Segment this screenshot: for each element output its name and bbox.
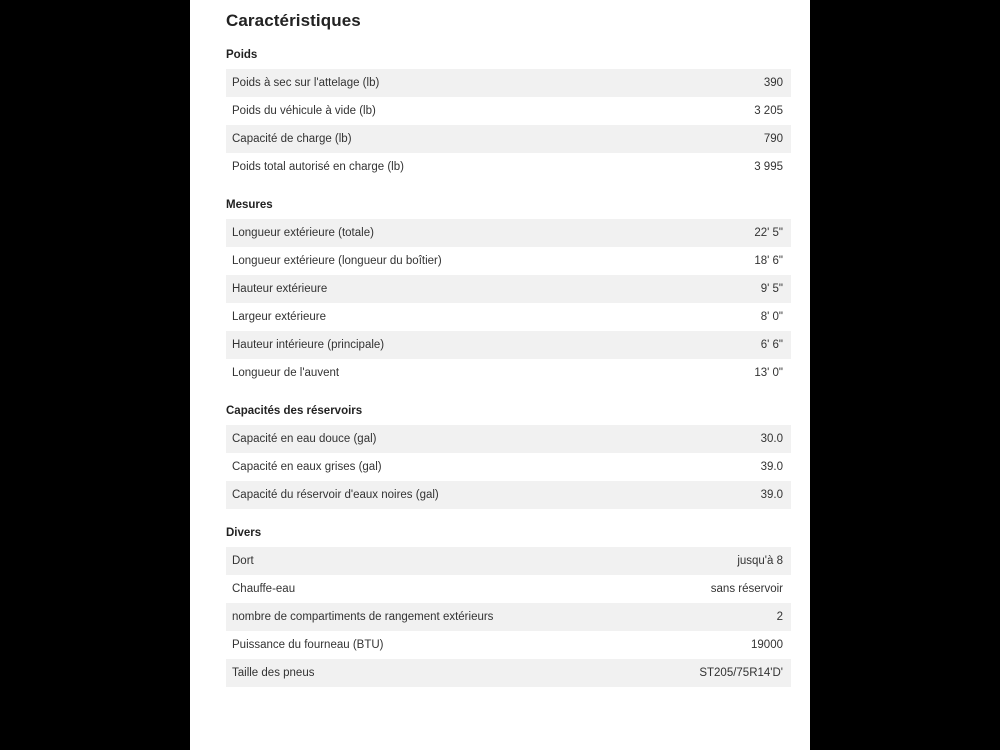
table-row <box>226 631 791 659</box>
spec-table <box>226 219 791 387</box>
spec-value: 13' 0" <box>754 367 783 379</box>
document-page <box>190 0 810 750</box>
spec-value: 3 205 <box>754 105 783 117</box>
spec-label: Capacité de charge (lb) <box>232 133 352 145</box>
table-row <box>226 275 791 303</box>
spec-value: 19000 <box>751 639 783 651</box>
spec-label: nombre de compartiments de rangement extérieurs <box>232 611 494 623</box>
spec-group-title: Mesures <box>226 199 273 211</box>
spec-value: 9' 5" <box>760 283 783 295</box>
spec-label: Largeur extérieure <box>232 311 326 323</box>
spec-label: Longueur extérieure (totale) <box>232 227 374 239</box>
spec-value: 8' 0" <box>760 311 783 323</box>
table-row <box>226 547 791 575</box>
spec-group <box>226 527 794 687</box>
spec-value: 3 995 <box>754 161 783 173</box>
spec-value: sans réservoir <box>710 583 783 595</box>
spec-label: Dort <box>232 555 254 567</box>
table-row <box>226 153 791 181</box>
spec-table <box>226 69 791 181</box>
table-row <box>226 69 791 97</box>
spec-label: Poids du véhicule à vide (lb) <box>232 105 376 117</box>
spec-group-title: Poids <box>226 49 258 61</box>
spec-label: Capacité du réservoir d'eaux noires (gal) <box>232 489 439 501</box>
spec-value: 2 <box>776 611 783 623</box>
spec-label: Poids total autorisé en charge (lb) <box>232 161 404 173</box>
spec-value: jusqu'à 8 <box>737 555 783 567</box>
page-title: Caractéristiques <box>226 11 361 30</box>
table-row <box>226 481 791 509</box>
spec-label: Puissance du fourneau (BTU) <box>232 639 384 651</box>
table-row <box>226 247 791 275</box>
spec-value: 39.0 <box>760 461 783 473</box>
spec-label: Hauteur extérieure <box>232 283 328 295</box>
table-row <box>226 659 791 687</box>
spec-value: ST205/75R14'D' <box>699 667 783 679</box>
spec-label: Longueur de l'auvent <box>232 367 340 379</box>
spec-value: 6' 6" <box>760 339 783 351</box>
spec-label: Taille des pneus <box>232 667 315 679</box>
spec-value: 30.0 <box>760 433 783 445</box>
spec-label: Capacité en eau douce (gal) <box>232 433 377 445</box>
spec-label: Longueur extérieure (longueur du boîtier) <box>232 255 442 267</box>
spec-group-title: Capacités des réservoirs <box>226 405 363 417</box>
spec-label: Capacité en eaux grises (gal) <box>232 461 382 473</box>
spec-value: 39.0 <box>760 489 783 501</box>
spec-value: 790 <box>763 133 783 145</box>
table-row <box>226 453 791 481</box>
table-row <box>226 97 791 125</box>
spec-group <box>226 199 794 387</box>
spec-group-title: Divers <box>226 527 262 539</box>
spec-label: Chauffe-eau <box>232 583 296 595</box>
spec-value: 22' 5" <box>754 227 783 239</box>
spec-label: Poids à sec sur l'attelage (lb) <box>232 77 380 89</box>
table-row <box>226 303 791 331</box>
table-row <box>226 575 791 603</box>
table-row <box>226 125 791 153</box>
spec-table <box>226 425 791 509</box>
spec-groups <box>226 49 794 687</box>
table-row <box>226 425 791 453</box>
table-row <box>226 331 791 359</box>
table-row <box>226 603 791 631</box>
spec-group <box>226 49 794 181</box>
table-row <box>226 359 791 387</box>
spec-group <box>226 405 794 509</box>
table-row <box>226 219 791 247</box>
spec-table <box>226 547 791 687</box>
spec-value: 18' 6" <box>754 255 783 267</box>
spec-value: 390 <box>763 77 783 89</box>
specs-content <box>226 0 794 687</box>
spec-label: Hauteur intérieure (principale) <box>232 339 385 351</box>
